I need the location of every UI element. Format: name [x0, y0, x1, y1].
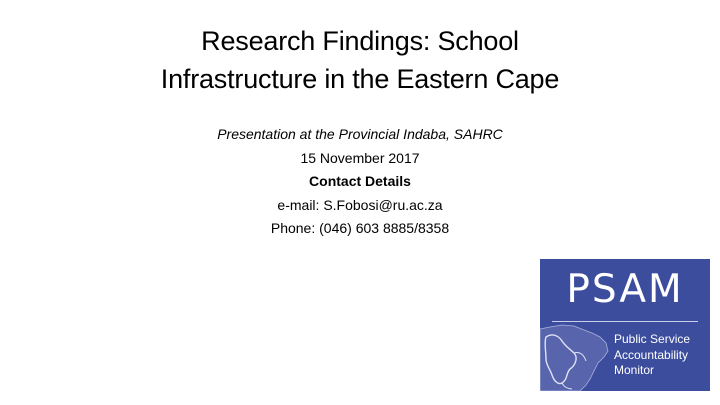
contact-phone: Phone: (046) 603 8885/8358: [270, 220, 450, 236]
logo-wordmark: PSAM: [566, 267, 684, 312]
logo-subtitle-line-3: Monitor: [614, 363, 655, 377]
slide-title-line-2: Infrastructure in the Eastern Cape: [160, 64, 560, 94]
contact-heading: Contact Details: [309, 173, 411, 189]
logo-subtitle-line-1: Public Service: [614, 332, 691, 346]
slide-title: [60, 22, 660, 98]
presentation-venue: Presentation at the Provincial Indaba, SAHRC: [217, 126, 503, 142]
presentation-date: 15 November 2017: [300, 149, 420, 166]
contact-email: e-mail: S.Fobosi@ru.ac.za: [277, 196, 443, 213]
psam-logo: [540, 259, 710, 391]
logo-divider: [552, 321, 698, 322]
logo-subtitle: [614, 332, 708, 379]
slide-body: [150, 123, 570, 241]
slide-title-line-1: Research Findings: School: [201, 26, 519, 56]
logo-subtitle-line-2: Accountability: [614, 347, 689, 362]
